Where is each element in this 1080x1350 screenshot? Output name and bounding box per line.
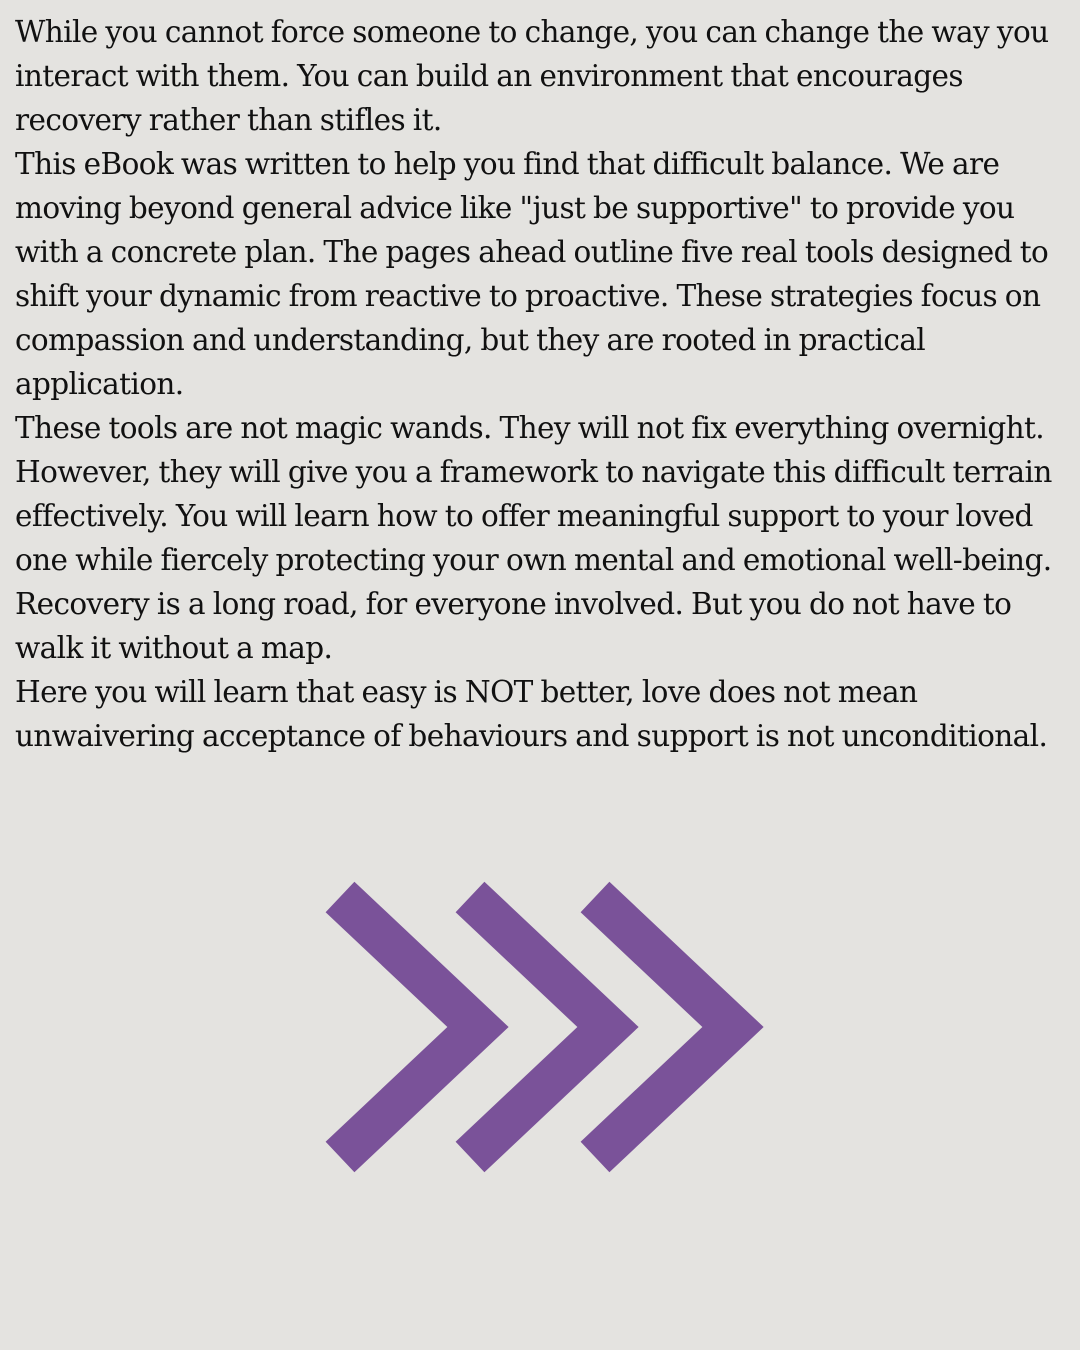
paragraph-1: While you cannot force someone to change, you can change the way you interact with them. You can build an environment that encourages recovery rather than stifles it. <box>15 15 1049 137</box>
chevron-1-icon <box>340 897 478 1157</box>
body-text <box>15 10 1065 758</box>
paragraph-3: These tools are not magic wands. They will not fix everything overnight. However, they will give you a framework to navigate this difficult terrain effectively. You will learn how to offer meaningful support to your loved one while fiercely protecting your own mental and emotional well-being. <box>15 411 1052 577</box>
triple-chevron-right-icon <box>300 860 780 1190</box>
paragraph-2: This eBook was written to help you find that difficult balance. We are moving beyond general advice like "just be supportive" to provide you with a concrete plan. The pages ahead outline five real tools designed to shift your dynamic from reactive to proactive. These strategies focus on compassion and understanding, but they are rooted in practical application. <box>15 147 1049 401</box>
paragraph-5: Here you will learn that easy is NOT better, love does not mean unwaivering acceptance of behaviours and support is not unconditional. <box>15 675 1048 753</box>
paragraph-4: Recovery is a long road, for everyone involved. But you do not have to walk it without a map. <box>15 587 1012 665</box>
